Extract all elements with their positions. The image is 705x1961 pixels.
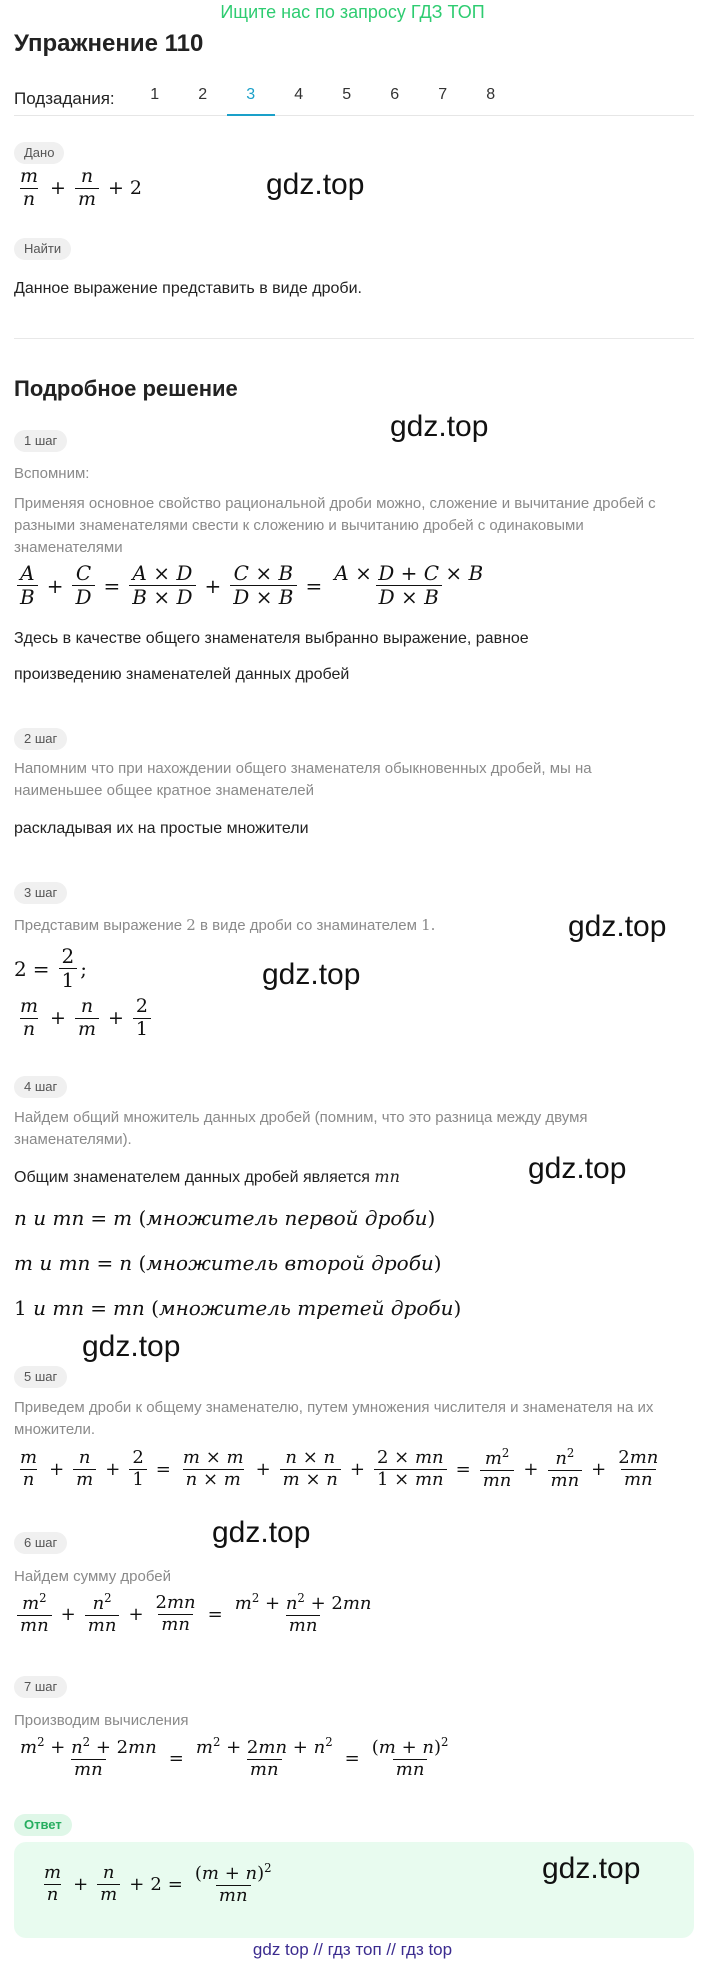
step-3-text-a: Представим выражение: [14, 917, 183, 934]
answer-formula: $\frac{m}{n}$ + $\frac{n}{m}$ + 2 = $\frac{(m + n)^2}{mn}$: [44, 1861, 272, 1906]
watermark: gdz.top: [542, 1852, 641, 1885]
watermark: gdz.top: [262, 958, 361, 991]
step-3-chip: 3 шаг: [14, 882, 67, 904]
step-1-line-2: произведению знаменателей данных дробей: [14, 666, 350, 683]
step-3-denominator: 1.: [421, 916, 436, 934]
step-6-formula: $\frac{m^2}{mn}$ + $\frac{n^2}{mn}$ + $\frac{2mn}{mn}$ = $\frac{m^2 + n^2 + 2mn}{mn}$: [14, 1592, 378, 1636]
subtask-tab-5[interactable]: 5: [342, 85, 352, 103]
watermark: gdz.top: [82, 1330, 181, 1363]
step-3-number: 2: [186, 916, 196, 934]
step-6-chip: 6 шаг: [14, 1532, 67, 1554]
watermark: gdz.top: [212, 1516, 311, 1549]
and-word: и: [33, 1296, 46, 1320]
step-7-formula: $\frac{m^2 + n^2 + 2mn}{mn}$ = $\frac{m^2 + 2mn + n^2}{mn}$ = $\frac{(m + n)^2}{mn}$: [20, 1735, 449, 1780]
page-title: Упражнение 110: [14, 30, 204, 57]
subtask-tab-8[interactable]: 8: [486, 85, 496, 103]
step-3-formula-2: $\frac{m}{n}$ + $\frac{n}{m}$ + $\frac{2}{1}$: [14, 996, 154, 1041]
watermark: gdz.top: [390, 410, 489, 443]
step-4-factor-1: n и mn = m ( множитель первой дроби ): [14, 1206, 436, 1230]
given-chip: Дано: [14, 142, 64, 164]
step-3-text-b: в виде дроби со знаминателем: [199, 917, 417, 934]
step-4-text: Найдем общий множитель данных дробей (помним, что это разница между двумя знаменателями).: [14, 1109, 588, 1148]
step-4-chip: 4 шаг: [14, 1076, 67, 1098]
step-4-line-text: Общим знаменателем данных дробей является: [14, 1169, 370, 1186]
and-word: и: [39, 1251, 53, 1275]
answer-chip: Ответ: [14, 1814, 72, 1836]
step-5-text: Приведем дроби к общему знаменателю, путем умножения числителя и знаменателя на их множители.: [14, 1399, 654, 1438]
step-7-text: Производим вычисления: [14, 1712, 189, 1729]
step-1-recall: Вспомним:: [14, 465, 90, 482]
step-4-factor-3: 1 и mn = mn ( множитель третей дроби ): [14, 1296, 462, 1320]
step-6-text: Найдем сумму дробей: [14, 1568, 172, 1585]
subtasks-label: Подзадания:: [14, 88, 115, 108]
step-4-factor-2: m и mn = n ( множитель второй дроби ): [14, 1251, 442, 1275]
subtask-tab-7[interactable]: 7: [438, 85, 448, 103]
step-2-chip: 2 шаг: [14, 728, 67, 750]
step-3-text: [14, 914, 435, 937]
watermark: gdz.top: [266, 168, 365, 201]
subtask-tab-3[interactable]: 3: [227, 82, 275, 116]
task-text: Данное выражение представить в виде дроби.: [14, 280, 362, 297]
step-2-text: Напомним что при нахождении общего знаменателя обыкновенных дробей, мы на наименьшее общее кратное знаменателей: [14, 760, 592, 799]
and-word: и: [33, 1206, 47, 1230]
subtask-tab-1[interactable]: 1: [150, 85, 160, 103]
step-1-chip: 1 шаг: [14, 430, 67, 452]
subtask-tab-4[interactable]: 4: [294, 85, 304, 103]
step-5-formula: $\frac{m}{n}$ + $\frac{n}{m}$ + $\frac{2}{1}$ = $\frac{m \times m}{n \times m}$ + $\frac{n \times n}{m \times n}$ + $\frac{2 \times mn}{1 \times mn}$ = $\frac{m^2}{mn}$ + $\frac{n^2}{mn}$ + $\frac{2mn}{mn}$: [20, 1446, 659, 1491]
divider: [14, 338, 694, 339]
top-banner: Ищите нас по запросу ГДЗ ТОП: [220, 2, 485, 22]
find-chip: Найти: [14, 238, 71, 260]
step-7-chip: 7 шаг: [14, 1676, 67, 1698]
subtask-tab-6[interactable]: 6: [390, 85, 400, 103]
subtask-tab-2[interactable]: 2: [198, 85, 208, 103]
step-5-chip: 5 шаг: [14, 1366, 67, 1388]
solution-title: Подробное решение: [14, 376, 238, 401]
step-4-note-2: множитель второй дроби: [146, 1251, 434, 1275]
subtask-tabs: [14, 82, 694, 116]
step-1-line-1: Здесь в качестве общего знаменателя выбранно выражение, равное: [14, 630, 529, 647]
step-1-formula: $\frac{A}{B}$ + $\frac{C}{D}$ = $\frac{A \times D}{B \times D}$ + $\frac{C \times B}{D \times B}$ = $\frac{A \times D + C \times B}{D \times B}$: [14, 562, 489, 609]
watermark: gdz.top: [528, 1152, 627, 1185]
step-1-text: Применяя основное свойство рациональной дроби можно, сложение и вычитание дробей с разными знаменателями свести к сложению и вычитанию дробей с одинаковыми знаменателями: [14, 495, 656, 556]
step-2-line: раскладывая их на простые множители: [14, 820, 309, 837]
footer-links[interactable]: gdz top // гдз топ // гдз top: [252, 1940, 453, 1959]
given-expression: $\frac{m}{n}$ + $\frac{n}{m}$ + 2: [20, 165, 142, 210]
step-4-note-3: множитель третей дроби: [159, 1296, 454, 1320]
step-4-note-1: множитель первой дроби: [146, 1206, 428, 1230]
step-4-line: Общим знаменателем данных дробей является mn: [14, 1167, 400, 1186]
watermark: gdz.top: [568, 910, 667, 943]
step-3-formula-1: 2 = $\frac{2}{1}$ ;: [14, 944, 87, 992]
